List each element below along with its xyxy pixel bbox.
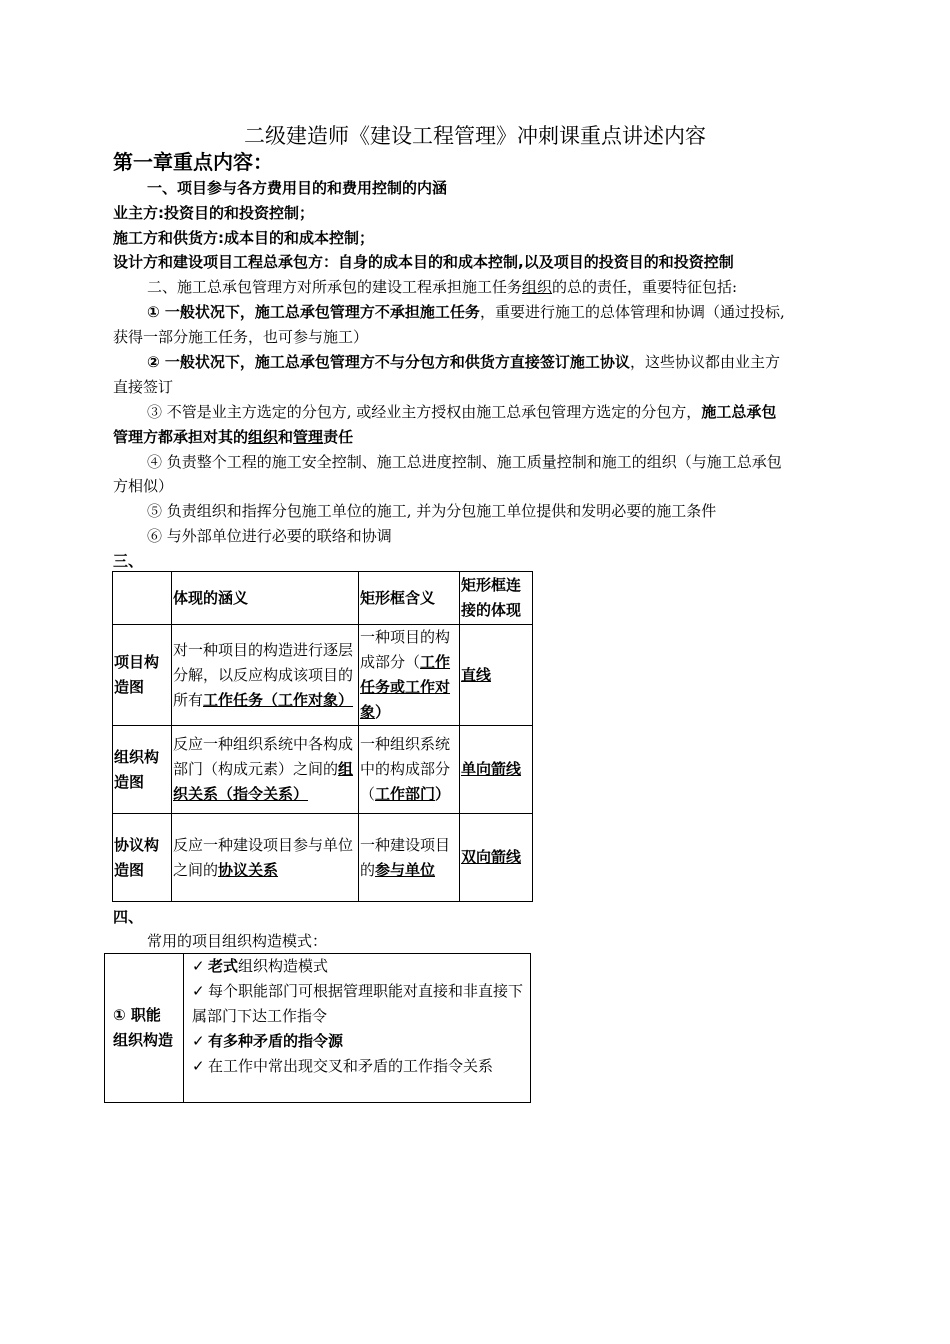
table-header-box: 矩形框含义 [359, 572, 460, 625]
row1-box [359, 625, 460, 726]
bullet-4-text: 在工作中常出现交叉和矛盾的工作指令关系 [208, 1057, 494, 1075]
section2-point4: ④ 负责整个工程的施工安全控制、施工总进度控制、施工质量控制和施工的组织（与施工总承包 [147, 453, 782, 471]
row1-box-underline: 工作任务或工作对象 [360, 653, 451, 721]
point1-rest: ，重要进行施工的总体管理和协调（通过投标, [479, 303, 785, 321]
bullet-2 [192, 979, 526, 1029]
structure-chart-table [112, 571, 533, 902]
page-title: 二级建造师《建设工程管理》冲刺课重点讲述内容 [244, 124, 706, 148]
point3-line2-a: 管理方都承担对其的 [113, 428, 249, 446]
section2-intro [147, 277, 737, 297]
row3-link: 双向箭线 [460, 814, 533, 902]
section2-point3-line2 [113, 427, 353, 447]
bullet-1-bold: 老式 [208, 957, 239, 975]
org-mode-table [104, 953, 531, 1103]
section3-heading: 三、 [113, 552, 144, 570]
row3-box [359, 814, 460, 902]
section2-point2 [147, 352, 780, 372]
row2-box-close: ） [435, 785, 451, 803]
row1-box-close: ） [375, 703, 391, 721]
row1-meaning [172, 625, 359, 726]
row3-name: 协议构造图 [113, 814, 172, 902]
section1-contractor: 施工方和供货方:成本目的和成本控制； [113, 229, 375, 247]
row2-name: 组织构造图 [113, 726, 172, 814]
row1-link: 直线 [460, 625, 533, 726]
check-icon: ✓ [192, 957, 205, 975]
row2-meaning [172, 726, 359, 814]
chapter-heading: 第一章重点内容： [113, 150, 273, 174]
point3-line2-b: 和 [278, 428, 294, 446]
section2-point6: ⑥ 与外部单位进行必要的联络和协调 [147, 527, 392, 545]
point1-bold: ① 一般状况下，施工总承包管理方不承担施工任务 [147, 303, 480, 321]
section2-point1-line2: 获得一部分施工任务，也可参与施工） [113, 328, 369, 346]
row2-meaning-text: 反应一种组织系统中各构成部门（构成元素）之间的 [173, 735, 354, 778]
row3-meaning-text: 反应一种建设项目参与单位之间的 [173, 835, 354, 879]
section2-point1 [147, 302, 785, 322]
section2-intro-b: 的总的责任，重要特征包括: [552, 278, 738, 296]
table-row [113, 726, 533, 814]
section1-heading: 一、项目参与各方费用目的和费用控制的内涵 [147, 179, 448, 197]
point3-line2-c: 责任 [323, 428, 354, 446]
bullet-2-text: 每个职能部门可根据管理职能对直接和非直接下属部门下达工作指令 [192, 982, 524, 1025]
row2-box [359, 726, 460, 814]
row3-meaning [172, 814, 359, 902]
row3-meaning-underline: 协议关系 [218, 860, 279, 879]
bullet-3 [192, 1029, 526, 1054]
section2-intro-a: 二、施工总承包管理方对所承包的建设工程承担施工任务 [147, 278, 523, 296]
section2-point4-line2: 方相似） [113, 477, 174, 495]
row2-link: 单向箭线 [460, 726, 533, 814]
row3-box-underline: 参与单位 [375, 860, 436, 879]
table-header-link: 矩形框连接的体现 [460, 572, 533, 625]
row1-box-text: 一种项目的构成部分（ [360, 628, 451, 671]
row2-box-text: 一种组织系统中的构成部分（ [360, 735, 451, 803]
bullet-4 [192, 1054, 526, 1079]
section1-owner: 业主方:投资目的和投资控制； [113, 204, 314, 222]
point3-underline-manage: 管理 [293, 428, 324, 446]
point2-rest: ，这些协议都由业主方 [629, 353, 780, 371]
mode-name: ① 职能组织构造 [105, 954, 184, 1103]
row2-meaning-underline: 组织关系（指令关系） [173, 760, 354, 803]
bullet-1 [192, 954, 526, 979]
point3-bold: 施工总承包 [701, 403, 777, 421]
section4-intro: 常用的项目组织构造模式： [147, 932, 328, 950]
table-row [113, 814, 533, 902]
point3-underline-organize: 组织 [248, 428, 279, 446]
section2-point5: ⑤ 负责组织和指挥分包施工单位的施工, 并为分包施工单位提供和发明必要的施工条件 [147, 502, 717, 520]
row2-box-underline: 工作部门 [375, 785, 436, 803]
check-icon: ✓ [192, 982, 205, 1000]
row1-meaning-underline: 工作任务（工作对象） [203, 690, 354, 709]
table-row [105, 954, 531, 1103]
row3-box-text: 一种建设项目的 [360, 835, 451, 879]
bullet-1-rest: 组织构造模式 [238, 957, 329, 975]
section4-heading: 四、 [113, 908, 144, 926]
check-icon: ✓ [192, 1032, 205, 1050]
table-header-empty [113, 572, 172, 625]
table-header-row [113, 572, 533, 625]
row1-name: 项目构造图 [113, 625, 172, 726]
mode-bullets [184, 954, 531, 1103]
section2-point3 [147, 402, 776, 422]
section2-intro-underline: 组织 [522, 278, 553, 296]
table-row [113, 625, 533, 726]
point3-text: ③ 不管是业主方选定的分包方, 或经业主方授权由施工总承包管理方选定的分包方， [147, 403, 702, 421]
check-icon: ✓ [192, 1057, 205, 1075]
table-header-meaning: 体现的涵义 [172, 572, 359, 625]
row1-meaning-text: 对一种项目的构造进行逐层分解，以反应构成该项目的所有 [173, 640, 354, 709]
section2-point2-line2: 直接签订 [113, 378, 174, 396]
point2-bold: ② 一般状况下，施工总承包管理方不与分包方和供货方直接签订施工协议 [147, 353, 630, 371]
section1-designer: 设计方和建设项目工程总承包方：自身的成本目的和成本控制,以及项目的投资目的和投资控制 [113, 253, 734, 271]
bullet-3-text: 有多种矛盾的指令源 [208, 1032, 344, 1050]
